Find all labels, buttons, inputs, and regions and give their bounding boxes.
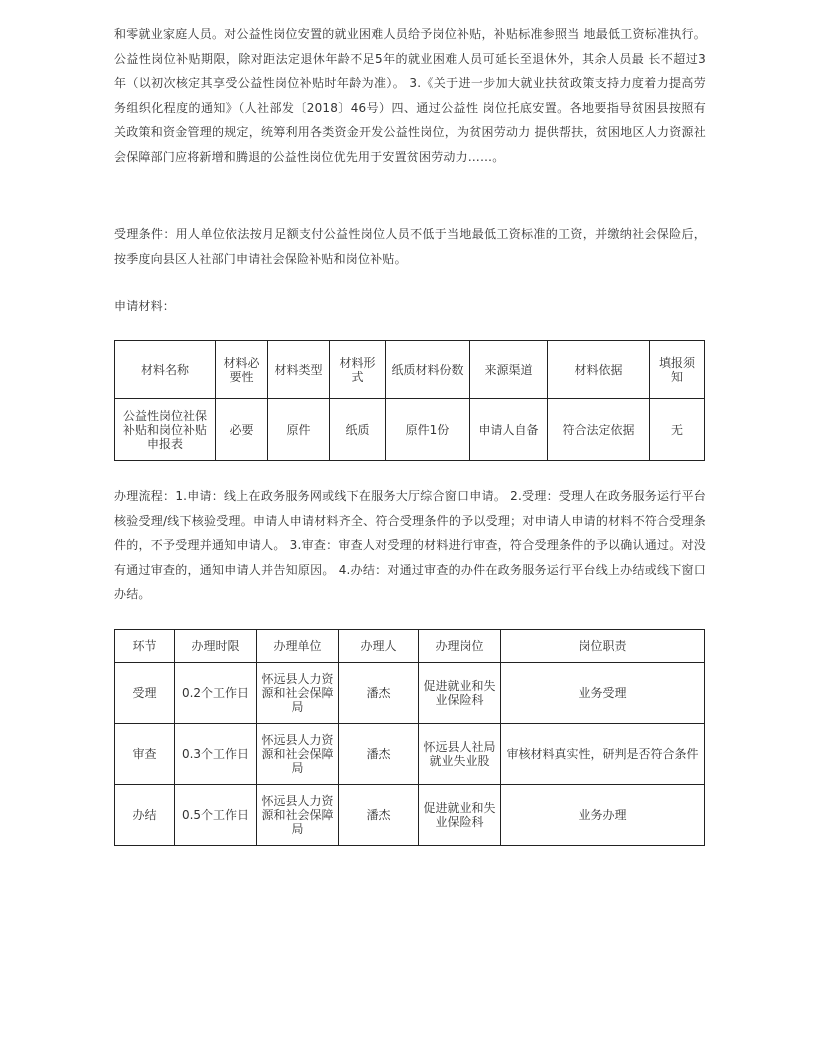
header-cell: 纸质材料份数 bbox=[386, 341, 470, 399]
header-cell: 材料形式 bbox=[330, 341, 386, 399]
header-cell: 材料必要性 bbox=[216, 341, 268, 399]
table-cell: 必要 bbox=[216, 399, 268, 461]
table-cell: 怀远县人力资源和社会保障局 bbox=[257, 785, 339, 846]
header-cell: 材料类型 bbox=[268, 341, 330, 399]
header-cell: 环节 bbox=[115, 630, 175, 663]
table-cell: 公益性岗位社保补贴和岗位补贴申报表 bbox=[115, 399, 216, 461]
table-cell: 0.5个工作日 bbox=[175, 785, 257, 846]
table-cell: 促进就业和失业保险科 bbox=[419, 785, 501, 846]
table-cell: 怀远县人力资源和社会保障局 bbox=[257, 724, 339, 785]
table-cell: 纸质 bbox=[330, 399, 386, 461]
table-cell: 怀远县人社局就业失业股 bbox=[419, 724, 501, 785]
table-row bbox=[115, 663, 705, 724]
table-header-row bbox=[115, 630, 705, 663]
table-header-row bbox=[115, 341, 705, 399]
acceptance-conditions-paragraph: 受理条件：用人单位依法按月足额支付公益性岗位人员不低于当地最低工资标准的工资，并缴纳社会保险后，按季度向县区人社部门申请社会保险补贴和岗位补贴。 bbox=[114, 227, 706, 266]
table-cell: 申请人自备 bbox=[470, 399, 548, 461]
table-cell: 符合法定依据 bbox=[548, 399, 650, 461]
materials-table bbox=[114, 340, 705, 461]
table-cell: 无 bbox=[650, 399, 705, 461]
table-cell: 0.2个工作日 bbox=[175, 663, 257, 724]
table-cell: 原件 bbox=[268, 399, 330, 461]
header-cell: 填报须知 bbox=[650, 341, 705, 399]
table-cell: 促进就业和失业保险科 bbox=[419, 663, 501, 724]
header-cell: 材料名称 bbox=[115, 341, 216, 399]
table-row bbox=[115, 399, 705, 461]
table-cell: 潘杰 bbox=[339, 785, 419, 846]
materials-heading: 申请材料： bbox=[114, 299, 176, 313]
table-row bbox=[115, 785, 705, 846]
table-cell: 潘杰 bbox=[339, 663, 419, 724]
table-cell: 潘杰 bbox=[339, 724, 419, 785]
table-cell: 0.3个工作日 bbox=[175, 724, 257, 785]
table-cell: 办结 bbox=[115, 785, 175, 846]
process-table bbox=[114, 629, 705, 846]
header-cell: 办理人 bbox=[339, 630, 419, 663]
table-cell: 业务受理 bbox=[501, 663, 705, 724]
table-cell: 审核材料真实性，研判是否符合条件 bbox=[501, 724, 705, 785]
table-row bbox=[115, 724, 705, 785]
header-cell: 材料依据 bbox=[548, 341, 650, 399]
process-flow-paragraph: 办理流程：1.申请：线上在政务服务网或线下在服务大厅综合窗口申请。 2.受理：受理人在政务服务运行平台核验受理/线下核验受理。申请人申请材料齐全、符合受理条件的予以受理；对申请人申请的材料不符合受理条件的，不予受理并通知申请人。 3.审查：审查人对受理的材料进行审查，符合受理条件的予以确认通过。对没有通过审查的，通知申请人并告知原因。 4.办结：对通过审查的办件在政务服务运行平台线上办结或线下窗口办结。 bbox=[114, 489, 706, 601]
header-cell: 办理岗位 bbox=[419, 630, 501, 663]
table-cell: 业务办理 bbox=[501, 785, 705, 846]
header-cell: 办理单位 bbox=[257, 630, 339, 663]
table-cell: 原件1份 bbox=[386, 399, 470, 461]
table-cell: 怀远县人力资源和社会保障局 bbox=[257, 663, 339, 724]
header-cell: 办理时限 bbox=[175, 630, 257, 663]
policy-paragraph: 和零就业家庭人员。对公益性岗位安置的就业困难人员给予岗位补贴，补贴标准参照当 地最低工资标准执行。公益性岗位补贴期限，除对距法定退休年龄不足5年的就业困难人员可延长至退休外，其余人员最 长不超过3年（以初次核定其享受公益性岗位补贴时年龄为准）。 3.《关于进一步加大就业扶贫政策支持力度着力提高劳务组织化程度的通知》（人社部发〔2018〕46号）四、通过公益性 岗位托底安置。各地要指导贫困县按照有关政策和资金管理的规定，统筹利用各类资金开发公益性岗位，为贫困劳动力 提供帮扶，贫困地区人力资源社会保障部门应将新增和腾退的公益性岗位优先用于安置贫困劳动力……。 bbox=[114, 27, 706, 164]
header-cell: 岗位职责 bbox=[501, 630, 705, 663]
table-cell: 审查 bbox=[115, 724, 175, 785]
header-cell: 来源渠道 bbox=[470, 341, 548, 399]
table-cell: 受理 bbox=[115, 663, 175, 724]
